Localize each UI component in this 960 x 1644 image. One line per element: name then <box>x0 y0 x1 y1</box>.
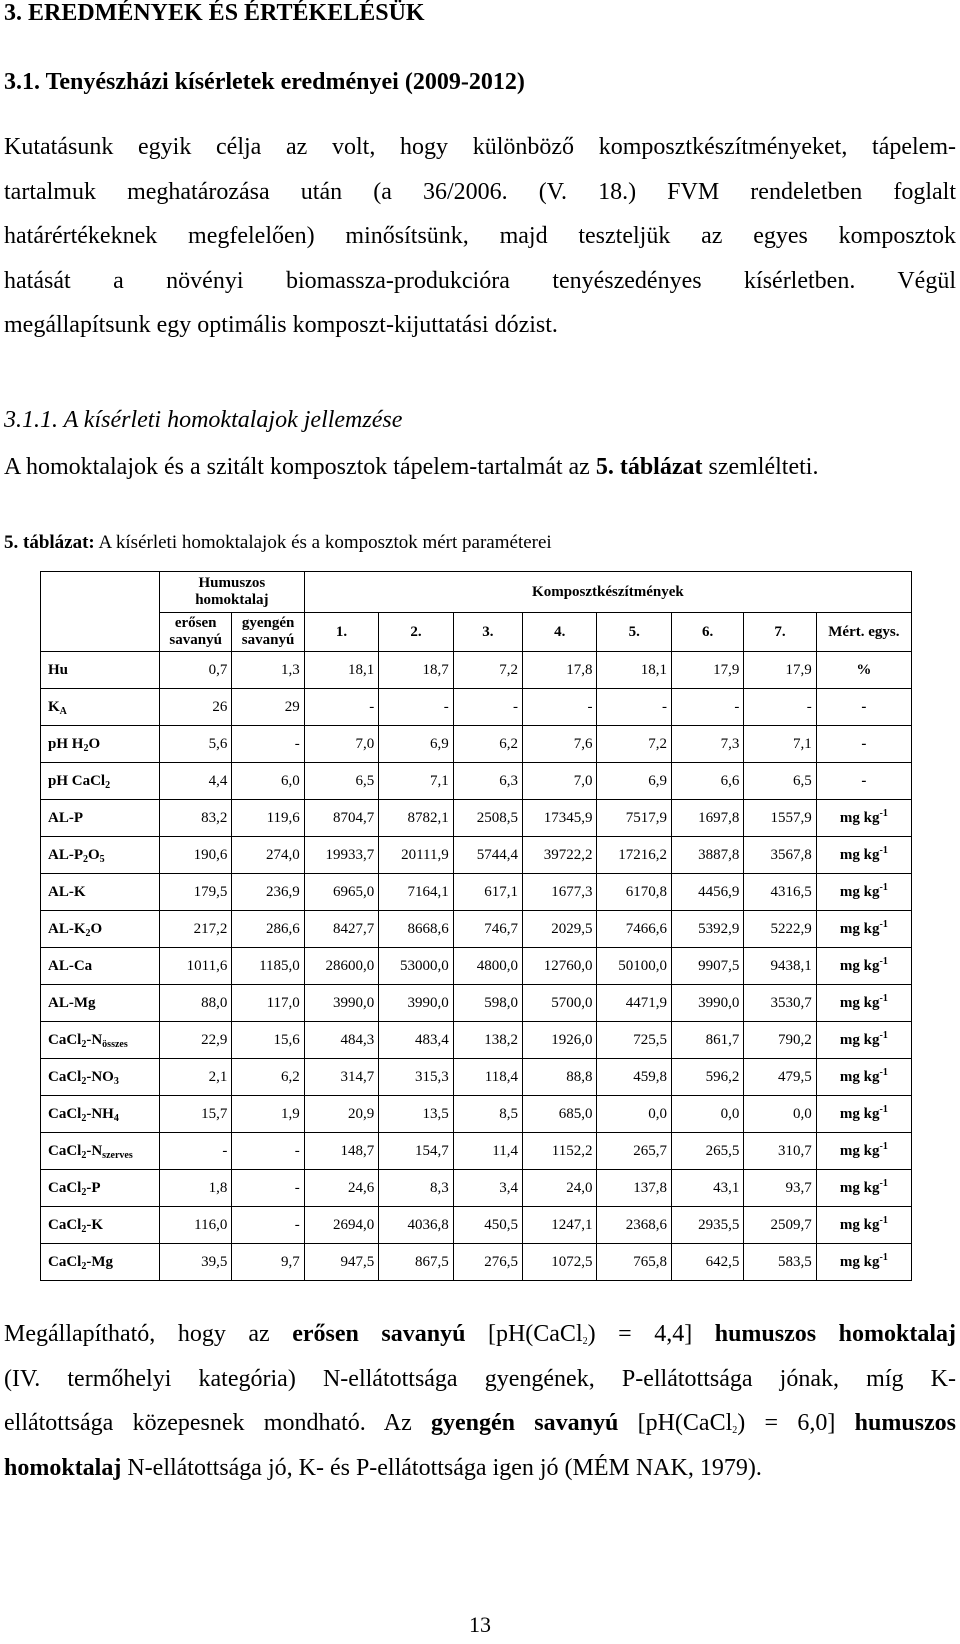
conclusion-paragraph <box>4 1312 956 1490</box>
value-cell: 17,8 <box>523 652 597 689</box>
value-cell: 3990,0 <box>671 985 743 1022</box>
table-row <box>41 1170 912 1207</box>
header-corner <box>41 572 160 652</box>
value-cell: 2508,5 <box>453 800 522 837</box>
table-ref-bold: 5. táblázat <box>595 454 703 480</box>
unit-cell: mg $kg^{-1}$ <box>816 1244 911 1281</box>
parameter-cell: Hu <box>41 652 160 689</box>
unit-cell: mg $kg^{-1}$ <box>816 1207 911 1244</box>
table-row <box>41 911 912 948</box>
conclusion-line-4: homoktalaj N-ellátottsága jó, K- és P-ellátottsága igen jó (MÉM NAK, 1979). <box>4 1454 762 1481</box>
table-row <box>41 1133 912 1170</box>
table-row <box>41 1096 912 1133</box>
table-row <box>41 874 912 911</box>
value-cell: 483,4 <box>379 1022 453 1059</box>
value-cell: 17,9 <box>671 652 743 689</box>
value-cell: 947,5 <box>304 1244 378 1281</box>
unit-cell: % <box>816 652 911 689</box>
value-cell: 7517,9 <box>597 800 671 837</box>
value-cell: 50100,0 <box>597 948 671 985</box>
unit-cell: mg $kg^{-1}$ <box>816 837 911 874</box>
value-cell: 2509,7 <box>744 1207 816 1244</box>
value-cell: 286,6 <box>232 911 304 948</box>
unit-cell: mg $kg^{-1}$ <box>816 800 911 837</box>
value-cell: 88,0 <box>159 985 231 1022</box>
value-cell: 6965,0 <box>304 874 378 911</box>
value-cell: 484,3 <box>304 1022 378 1059</box>
value-cell: 11,4 <box>453 1133 522 1170</box>
intro-line-2: tartalmuk meghatározása után (a 36/2006. (V. 18.) FVM rendeletben foglalt <box>4 178 956 205</box>
value-cell: 15,6 <box>232 1022 304 1059</box>
soil-group-header: Humuszos homoktalaj <box>159 572 304 613</box>
value-cell: 1557,9 <box>744 800 816 837</box>
value-cell: 6,9 <box>379 726 453 763</box>
value-cell: 3530,7 <box>744 985 816 1022</box>
subsection-heading: 3.1.1. A kísérleti homoktalajok jellemzése <box>4 407 403 433</box>
value-cell: 7,3 <box>671 726 743 763</box>
chapter-heading: 3. EREDMÉNYEK ÉS ÉRTÉKELÉSÜK <box>4 0 425 26</box>
value-cell: 7,0 <box>523 763 597 800</box>
value-cell: 8,5 <box>453 1096 522 1133</box>
value-cell: 0,0 <box>744 1096 816 1133</box>
value-cell: 265,7 <box>597 1133 671 1170</box>
value-cell: 450,5 <box>453 1207 522 1244</box>
value-cell: 7,2 <box>597 726 671 763</box>
value-cell: 8782,1 <box>379 800 453 837</box>
compost-column-header: 7. <box>744 613 816 652</box>
table-row <box>41 1059 912 1096</box>
value-cell: 24,6 <box>304 1170 378 1207</box>
value-cell: 18,1 <box>597 652 671 689</box>
value-cell: 617,1 <box>453 874 522 911</box>
value-cell: 598,0 <box>453 985 522 1022</box>
value-cell: 274,0 <box>232 837 304 874</box>
parameter-cell: pH $H_2O$ <box>41 726 160 763</box>
value-cell: 138,2 <box>453 1022 522 1059</box>
unit-cell: - <box>816 689 911 726</box>
value-cell: 3990,0 <box>304 985 378 1022</box>
value-cell: 5744,4 <box>453 837 522 874</box>
value-cell: 8704,7 <box>304 800 378 837</box>
table-row <box>41 985 912 1022</box>
value-cell: 5,6 <box>159 726 231 763</box>
caption-label: 5. táblázat: <box>4 532 95 553</box>
value-cell: 1152,2 <box>523 1133 597 1170</box>
value-cell: - <box>232 726 304 763</box>
value-cell: 116,0 <box>159 1207 231 1244</box>
value-cell: 1,9 <box>232 1096 304 1133</box>
table-ref-before: A homoktalajok és a szitált komposztok tápelem-tartalmát az <box>4 454 596 480</box>
parameter-cell: CaCl$_2$-K <box>41 1207 160 1244</box>
value-cell: 39,5 <box>159 1244 231 1281</box>
value-cell: 19933,7 <box>304 837 378 874</box>
value-cell: 43,1 <box>671 1170 743 1207</box>
value-cell: 265,5 <box>671 1133 743 1170</box>
table-row <box>41 948 912 985</box>
parameter-cell: $CaCl_2-NH_4$ <box>41 1096 160 1133</box>
value-cell: 1677,3 <box>523 874 597 911</box>
table-ref-after: szemlélteti. <box>702 454 819 480</box>
value-cell: 22,9 <box>159 1022 231 1059</box>
column-header-row <box>41 613 912 652</box>
table-row <box>41 652 912 689</box>
value-cell: 479,5 <box>744 1059 816 1096</box>
value-cell: 7164,1 <box>379 874 453 911</box>
value-cell: 17,9 <box>744 652 816 689</box>
value-cell: 6,9 <box>597 763 671 800</box>
value-cell: 5392,9 <box>671 911 743 948</box>
value-cell: 1185,0 <box>232 948 304 985</box>
value-cell: - <box>744 689 816 726</box>
table-body <box>41 652 912 1281</box>
value-cell: 642,5 <box>671 1244 743 1281</box>
value-cell: 7466,6 <box>597 911 671 948</box>
parameter-cell: $CaCl_2-N_{összes}$ <box>41 1022 160 1059</box>
value-cell: 6,2 <box>453 726 522 763</box>
value-cell: 190,6 <box>159 837 231 874</box>
value-cell: 12760,0 <box>523 948 597 985</box>
value-cell: 4456,9 <box>671 874 743 911</box>
value-cell: 1072,5 <box>523 1244 597 1281</box>
results-table <box>40 571 912 1281</box>
value-cell: 867,5 <box>379 1244 453 1281</box>
value-cell: 179,5 <box>159 874 231 911</box>
section-heading: 3.1. Tenyészházi kísérletek eredményei (2009-2012) <box>4 69 525 95</box>
value-cell: 3887,8 <box>671 837 743 874</box>
value-cell: 28600,0 <box>304 948 378 985</box>
value-cell: 20111,9 <box>379 837 453 874</box>
value-cell: 790,2 <box>744 1022 816 1059</box>
value-cell: 7,0 <box>304 726 378 763</box>
parameter-cell: $K_A$ <box>41 689 160 726</box>
value-cell: 4,4 <box>159 763 231 800</box>
value-cell: 3567,8 <box>744 837 816 874</box>
value-cell: 9907,5 <box>671 948 743 985</box>
table-reference-paragraph <box>4 452 818 482</box>
table-row <box>41 763 912 800</box>
unit-cell: mg $kg^{-1}$ <box>816 1022 911 1059</box>
soil-column-header: erősen savanyú <box>159 613 231 652</box>
value-cell: 24,0 <box>523 1170 597 1207</box>
value-cell: 1697,8 <box>671 800 743 837</box>
unit-cell: mg $kg^{-1}$ <box>816 1170 911 1207</box>
parameter-cell: AL-Ca <box>41 948 160 985</box>
value-cell: 6,5 <box>304 763 378 800</box>
value-cell: 596,2 <box>671 1059 743 1096</box>
intro-line-5: megállapítsunk egy optimális komposzt-kijuttatási dózist. <box>4 312 558 338</box>
value-cell: 5222,9 <box>744 911 816 948</box>
caption-text: A kísérleti homoktalajok és a komposztok mért paraméterei <box>94 532 552 553</box>
value-cell: - <box>597 689 671 726</box>
intro-line-3: határértékeknek megfelelően) minősítsünk, majd teszteljük az egyes komposztok <box>4 223 956 249</box>
value-cell: 117,0 <box>232 985 304 1022</box>
value-cell: 6,0 <box>232 763 304 800</box>
unit-cell: mg $kg^{-1}$ <box>816 1059 911 1096</box>
value-cell: - <box>523 689 597 726</box>
value-cell: 13,5 <box>379 1096 453 1133</box>
value-cell: 0,0 <box>597 1096 671 1133</box>
value-cell: 8668,6 <box>379 911 453 948</box>
value-cell: 3,4 <box>453 1170 522 1207</box>
value-cell: 315,3 <box>379 1059 453 1096</box>
value-cell: 18,7 <box>379 652 453 689</box>
table-row <box>41 1244 912 1281</box>
parameter-cell: AL-P <box>41 800 160 837</box>
value-cell: 118,4 <box>453 1059 522 1096</box>
unit-cell: mg $kg^{-1}$ <box>816 1133 911 1170</box>
value-cell: - <box>159 1133 231 1170</box>
table-row <box>41 837 912 874</box>
conclusion-line-3: ellátottsága közepesnek mondható. Az gyengén savanyú [pH(CaCl$_2$) = 6,0] humuszos <box>4 1410 956 1436</box>
value-cell: 2029,5 <box>523 911 597 948</box>
value-cell: 17345,9 <box>523 800 597 837</box>
value-cell: 4471,9 <box>597 985 671 1022</box>
parameter-cell: AL-Mg <box>41 985 160 1022</box>
value-cell: 6,2 <box>232 1059 304 1096</box>
value-cell: 0,7 <box>159 652 231 689</box>
value-cell: 7,1 <box>379 763 453 800</box>
value-cell: 1247,1 <box>523 1207 597 1244</box>
value-cell: 236,9 <box>232 874 304 911</box>
value-cell: 6170,8 <box>597 874 671 911</box>
value-cell: - <box>453 689 522 726</box>
intro-line-4: hatását a növényi biomassza-produkcióra tenyészedényes kísérletben. Végül <box>4 267 956 294</box>
value-cell: 53000,0 <box>379 948 453 985</box>
value-cell: 2368,6 <box>597 1207 671 1244</box>
value-cell: 7,2 <box>453 652 522 689</box>
value-cell: 154,7 <box>379 1133 453 1170</box>
value-cell: 4316,5 <box>744 874 816 911</box>
table-row <box>41 726 912 763</box>
value-cell: 2694,0 <box>304 1207 378 1244</box>
value-cell: 88,8 <box>523 1059 597 1096</box>
value-cell: 217,2 <box>159 911 231 948</box>
value-cell: 6,6 <box>671 763 743 800</box>
parameter-cell: $CaCl_2-NO_3$ <box>41 1059 160 1096</box>
value-cell: 8427,7 <box>304 911 378 948</box>
value-cell: 9438,1 <box>744 948 816 985</box>
value-cell: 148,7 <box>304 1133 378 1170</box>
table-row <box>41 1022 912 1059</box>
value-cell: 7,1 <box>744 726 816 763</box>
compost-column-header: 4. <box>523 613 597 652</box>
value-cell: 1,3 <box>232 652 304 689</box>
table-caption <box>4 532 552 554</box>
table-row <box>41 800 912 837</box>
value-cell: - <box>232 1133 304 1170</box>
conclusion-line-2: (IV. termőhelyi kategória) N-ellátottsága gyengének, P-ellátottsága jónak, míg K- <box>4 1365 956 1392</box>
value-cell: 4036,8 <box>379 1207 453 1244</box>
value-cell: 6,5 <box>744 763 816 800</box>
parameter-cell: $CaCl_2-N_{szerves}$ <box>41 1133 160 1170</box>
value-cell: 0,0 <box>671 1096 743 1133</box>
unit-cell: - <box>816 763 911 800</box>
value-cell: 20,9 <box>304 1096 378 1133</box>
table-row <box>41 1207 912 1244</box>
value-cell: 310,7 <box>744 1133 816 1170</box>
parameter-cell: $AL-P_2O_5$ <box>41 837 160 874</box>
value-cell: 29 <box>232 689 304 726</box>
unit-cell: mg $kg^{-1}$ <box>816 948 911 985</box>
parameter-cell: pH CaCl$_2$ <box>41 763 160 800</box>
value-cell: 725,5 <box>597 1022 671 1059</box>
compost-column-header: 3. <box>453 613 522 652</box>
value-cell: 7,6 <box>523 726 597 763</box>
parameter-cell: $AL-K_2O$ <box>41 911 160 948</box>
unit-cell: - <box>816 726 911 763</box>
value-cell: 276,5 <box>453 1244 522 1281</box>
parameter-cell: CaCl$_2$-P <box>41 1170 160 1207</box>
value-cell: 3990,0 <box>379 985 453 1022</box>
value-cell: 9,7 <box>232 1244 304 1281</box>
value-cell: - <box>671 689 743 726</box>
compost-group-header: Komposztkészítmények <box>304 572 911 613</box>
unit-cell: mg $kg^{-1}$ <box>816 1096 911 1133</box>
compost-column-header: 2. <box>379 613 453 652</box>
parameter-cell: AL-K <box>41 874 160 911</box>
unit-column-header: Mért. egys. <box>816 613 911 652</box>
value-cell: 2,1 <box>159 1059 231 1096</box>
value-cell: 4800,0 <box>453 948 522 985</box>
value-cell: 15,7 <box>159 1096 231 1133</box>
value-cell: 8,3 <box>379 1170 453 1207</box>
page-number: 13 <box>469 1612 491 1637</box>
value-cell: 314,7 <box>304 1059 378 1096</box>
unit-cell: mg $kg^{-1}$ <box>816 874 911 911</box>
value-cell: 26 <box>159 689 231 726</box>
value-cell: 685,0 <box>523 1096 597 1133</box>
value-cell: 137,8 <box>597 1170 671 1207</box>
value-cell: 459,8 <box>597 1059 671 1096</box>
table-row <box>41 689 912 726</box>
intro-line-1: Kutatásunk egyik célja az volt, hogy különböző komposztkészítményeket, tápelem- <box>4 134 956 160</box>
value-cell: 2935,5 <box>671 1207 743 1244</box>
parameter-cell: CaCl$_2$-Mg <box>41 1244 160 1281</box>
value-cell: - <box>379 689 453 726</box>
value-cell: 746,7 <box>453 911 522 948</box>
value-cell: 6,3 <box>453 763 522 800</box>
unit-cell: mg $kg^{-1}$ <box>816 911 911 948</box>
value-cell: 39722,2 <box>523 837 597 874</box>
value-cell: 1926,0 <box>523 1022 597 1059</box>
value-cell: 861,7 <box>671 1022 743 1059</box>
value-cell: 583,5 <box>744 1244 816 1281</box>
value-cell: 1,8 <box>159 1170 231 1207</box>
value-cell: 1011,6 <box>159 948 231 985</box>
value-cell: 5700,0 <box>523 985 597 1022</box>
value-cell: 83,2 <box>159 800 231 837</box>
value-cell: - <box>232 1170 304 1207</box>
conclusion-line-1: Megállapítható, hogy az erősen savanyú [pH(CaCl$_2$) = 4,4] humuszos homoktalaj <box>4 1321 956 1347</box>
value-cell: 119,6 <box>232 800 304 837</box>
value-cell: 17216,2 <box>597 837 671 874</box>
unit-cell: mg $kg^{-1}$ <box>816 985 911 1022</box>
value-cell: - <box>304 689 378 726</box>
value-cell: 18,1 <box>304 652 378 689</box>
value-cell: 93,7 <box>744 1170 816 1207</box>
intro-paragraph <box>4 125 956 348</box>
compost-column-header: 5. <box>597 613 671 652</box>
compost-column-header: 1. <box>304 613 378 652</box>
value-cell: - <box>232 1207 304 1244</box>
value-cell: 765,8 <box>597 1244 671 1281</box>
compost-column-header: 6. <box>671 613 743 652</box>
soil-column-header: gyengén savanyú <box>232 613 304 652</box>
